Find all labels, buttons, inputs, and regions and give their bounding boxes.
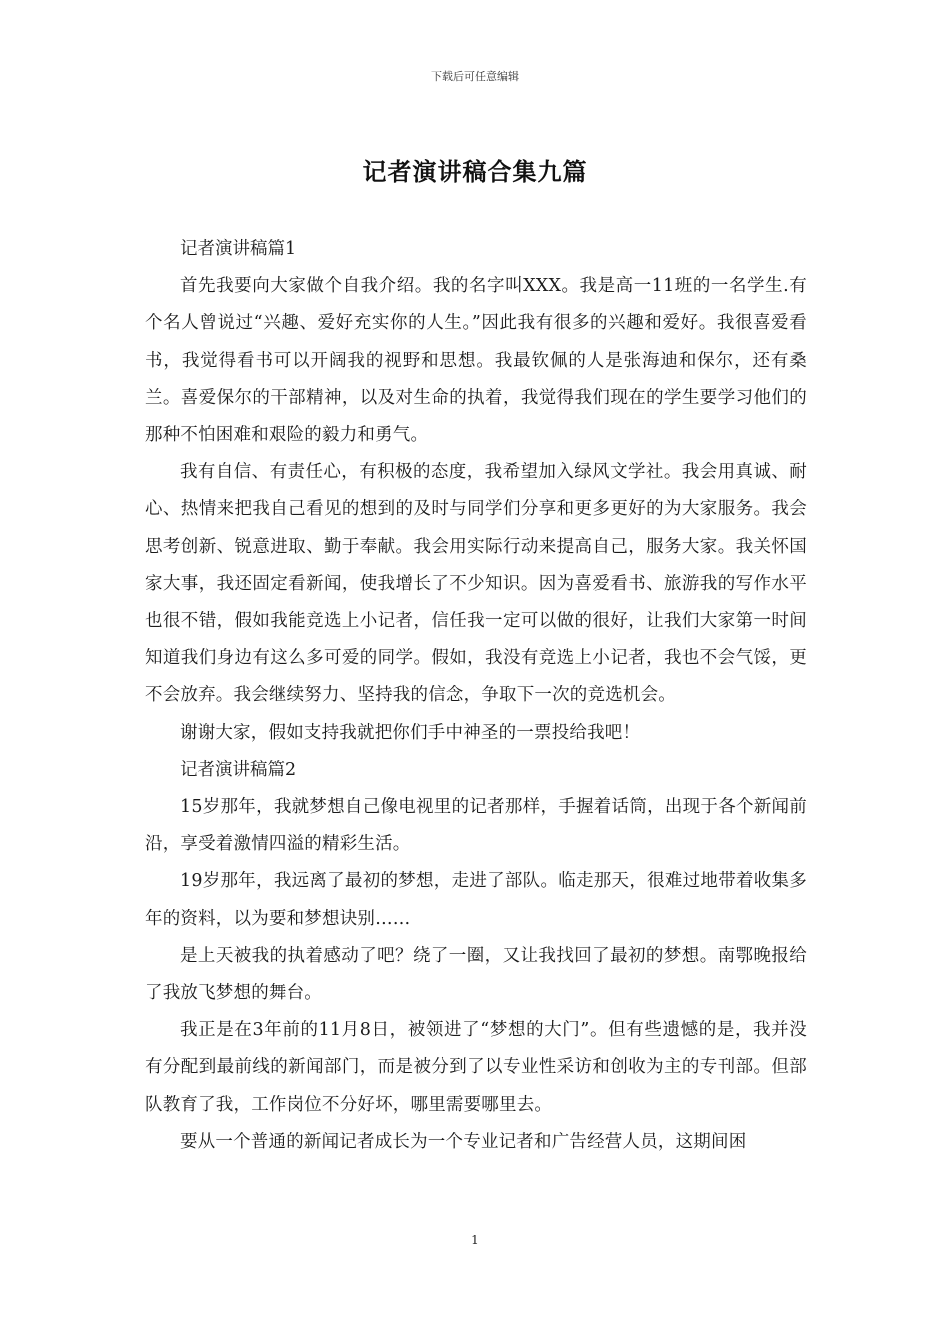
body-paragraph: 谢谢大家，假如支持我就把你们手中神圣的一票投给我吧！ [180, 722, 641, 743]
body-paragraph: 15岁那年，我就梦想自己像电视里的记者那样，手握着话筒，出现于各个新闻前沿，享受着激情四溢的精彩生活。 [145, 797, 807, 855]
body-paragraph: 我正是在3年前的11月8日，被领进了“梦想的大门”。但有些遗憾的是，我并没有分配到最前线的新闻部门，而是被分到了以专业性采访和创收为主的专刊部。但部队教育了我，工作岗位不分好坏，哪里需要哪里去。 [145, 1020, 807, 1115]
document-body [145, 231, 807, 1161]
section-heading: 记者演讲稿篇2 [180, 759, 297, 780]
section-heading: 记者演讲稿篇1 [180, 239, 297, 259]
page-number: 1 [471, 1233, 479, 1247]
document-title: 记者演讲稿合集九篇 [362, 157, 588, 186]
header-note: 下载后可任意编辑 [431, 70, 519, 83]
body-paragraph: 我有自信、有责任心，有积极的态度，我希望加入绿风文学社。我会用真诚、耐心、热情来把我自己看见的想到的及时与同学们分享和更多更好的为大家服务。我会思考创新、锐意进取、勤于奉献。我会用实际行动来提高自己，服务大家。我关怀国家大事，我还固定看新闻，使我增长了不少知识。因为喜爱看书、旅游我的写作水平也很不错，假如我能竞选上小记者，信任我一定可以做的很好，让我们大家第一时间知道我们身边有这么多可爱的同学。假如，我没有竞选上小记者，我也不会气馁，更不会放弃。我会继续努力、坚持我的信念，争取下一次的竞选机会。 [145, 462, 807, 706]
body-paragraph: 首先我要向大家做个自我介绍。我的名字叫XXX。我是高一11班的一名学生.有个名人曾说过“兴趣、爱好充实你的人生。”因此我有很多的兴趣和爱好。我很喜爱看书，我觉得看书可以开阔我的视野和思想。我最钦佩的人是张海迪和保尔，还有桑兰。喜爱保尔的干部精神，以及对生命的执着，我觉得我们现在的学生要学习他们的那种不怕困难和艰险的毅力和勇气。 [145, 276, 807, 446]
body-paragraph: 是上天被我的执着感动了吧？绕了一圈，又让我找回了最初的梦想。南鄂晚报给了我放飞梦想的舞台。 [145, 945, 807, 1004]
body-paragraph: 要从一个普通的新闻记者成长为一个专业记者和广告经营人员，这期间困 [180, 1131, 747, 1152]
body-paragraph: 19岁那年，我远离了最初的梦想，走进了部队。临走那天，很难过地带着收集多年的资料，以为要和梦想诀别…… [145, 871, 807, 929]
